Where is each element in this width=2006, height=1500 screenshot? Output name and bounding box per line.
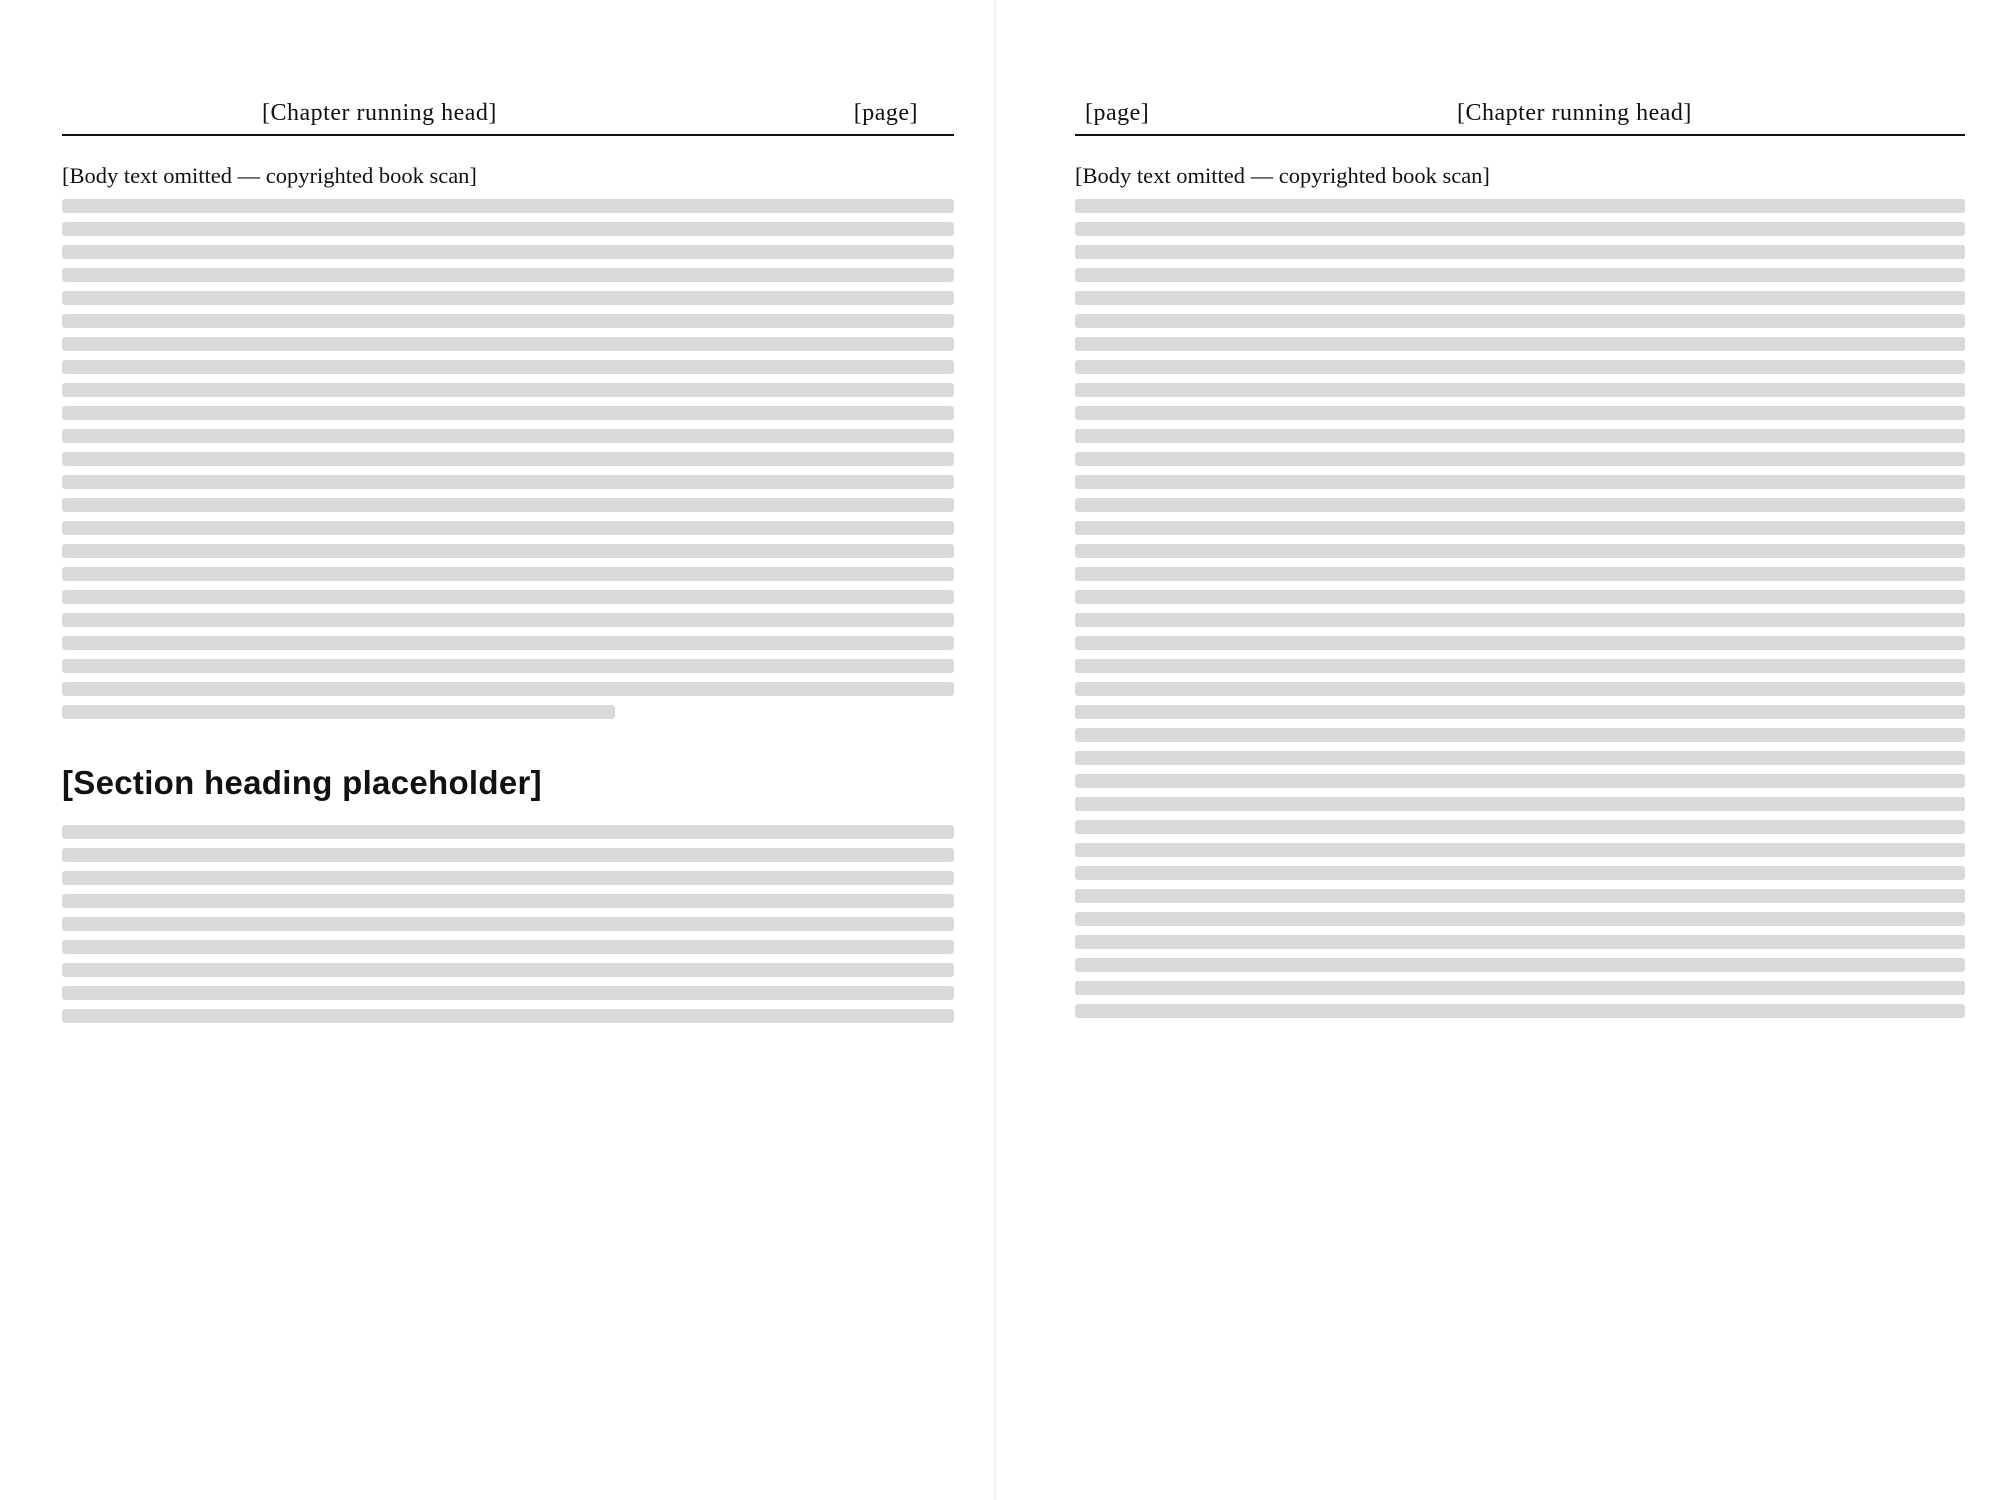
left-page-number: [page] bbox=[853, 100, 918, 126]
text-line-placeholder bbox=[62, 383, 954, 397]
text-line-placeholder bbox=[62, 337, 954, 351]
right-note: [Body text omitted — copyrighted book scan] bbox=[1075, 163, 1490, 188]
text-line-placeholder bbox=[62, 544, 954, 558]
text-line-placeholder bbox=[62, 659, 954, 673]
left-page bbox=[62, 0, 954, 1500]
text-line-placeholder bbox=[1075, 245, 1965, 259]
text-line-placeholder bbox=[62, 199, 954, 213]
text-line-placeholder bbox=[62, 1009, 954, 1023]
text-line-placeholder bbox=[62, 613, 954, 627]
text-line-placeholder bbox=[62, 268, 954, 282]
text-line-placeholder bbox=[1075, 475, 1965, 489]
text-line-placeholder bbox=[62, 963, 954, 977]
text-line-placeholder bbox=[1075, 935, 1965, 949]
text-line-placeholder bbox=[62, 475, 954, 489]
left-body bbox=[62, 160, 954, 1032]
text-line-placeholder bbox=[62, 360, 954, 374]
text-line-placeholder bbox=[1075, 567, 1965, 581]
left-running-head bbox=[62, 98, 954, 136]
text-line-placeholder bbox=[1075, 889, 1965, 903]
text-line-placeholder bbox=[1075, 360, 1965, 374]
left-running-title: [Chapter running head] bbox=[262, 100, 497, 126]
text-line-placeholder bbox=[62, 590, 954, 604]
text-line-placeholder bbox=[1075, 912, 1965, 926]
text-line-placeholder bbox=[62, 567, 954, 581]
right-running-head bbox=[1075, 98, 1965, 136]
text-line-placeholder bbox=[1075, 498, 1965, 512]
text-line-placeholder bbox=[62, 871, 954, 885]
text-line-placeholder bbox=[62, 636, 954, 650]
text-line-placeholder bbox=[62, 314, 954, 328]
text-line-placeholder bbox=[1075, 728, 1965, 742]
text-line-placeholder bbox=[1075, 337, 1965, 351]
text-line-placeholder bbox=[1075, 751, 1965, 765]
text-line-placeholder bbox=[62, 705, 615, 719]
text-line-placeholder bbox=[1075, 429, 1965, 443]
text-line-placeholder bbox=[1075, 268, 1965, 282]
text-line-placeholder bbox=[62, 521, 954, 535]
text-line-placeholder bbox=[62, 917, 954, 931]
right-page bbox=[1075, 0, 1965, 1500]
text-line-placeholder bbox=[1075, 590, 1965, 604]
text-line-placeholder bbox=[1075, 797, 1965, 811]
right-page-number: [page] bbox=[1085, 100, 1150, 126]
text-line-placeholder bbox=[1075, 820, 1965, 834]
text-line-placeholder bbox=[1075, 613, 1965, 627]
text-line-placeholder bbox=[62, 245, 954, 259]
text-line-placeholder bbox=[1075, 981, 1965, 995]
text-line-placeholder bbox=[62, 406, 954, 420]
text-line-placeholder bbox=[62, 452, 954, 466]
text-line-placeholder bbox=[1075, 406, 1965, 420]
text-line-placeholder bbox=[1075, 291, 1965, 305]
text-line-placeholder bbox=[62, 940, 954, 954]
text-line-placeholder bbox=[62, 682, 954, 696]
text-line-placeholder bbox=[1075, 521, 1965, 535]
text-line-placeholder bbox=[1075, 682, 1965, 696]
text-line-placeholder bbox=[62, 222, 954, 236]
gutter bbox=[994, 0, 996, 1500]
text-line-placeholder bbox=[62, 848, 954, 862]
text-line-placeholder bbox=[62, 429, 954, 443]
text-line-placeholder bbox=[1075, 452, 1965, 466]
text-line-placeholder bbox=[1075, 544, 1965, 558]
section-heading: [Section heading placeholder] bbox=[62, 764, 542, 801]
text-line-placeholder bbox=[62, 498, 954, 512]
text-line-placeholder bbox=[1075, 222, 1965, 236]
text-line-placeholder bbox=[1075, 774, 1965, 788]
text-line-placeholder bbox=[62, 894, 954, 908]
text-line-placeholder bbox=[62, 291, 954, 305]
text-line-placeholder bbox=[1075, 958, 1965, 972]
text-line-placeholder bbox=[1075, 199, 1965, 213]
text-line-placeholder bbox=[1075, 843, 1965, 857]
text-line-placeholder bbox=[1075, 1004, 1965, 1018]
right-running-title: [Chapter running head] bbox=[1457, 100, 1692, 126]
text-line-placeholder bbox=[62, 825, 954, 839]
left-note: [Body text omitted — copyrighted book scan] bbox=[62, 163, 477, 188]
text-line-placeholder bbox=[1075, 383, 1965, 397]
text-line-placeholder bbox=[1075, 659, 1965, 673]
text-line-placeholder bbox=[1075, 636, 1965, 650]
text-line-placeholder bbox=[1075, 866, 1965, 880]
text-line-placeholder bbox=[1075, 314, 1965, 328]
text-line-placeholder bbox=[1075, 705, 1965, 719]
text-line-placeholder bbox=[62, 986, 954, 1000]
right-body bbox=[1075, 160, 1965, 1027]
